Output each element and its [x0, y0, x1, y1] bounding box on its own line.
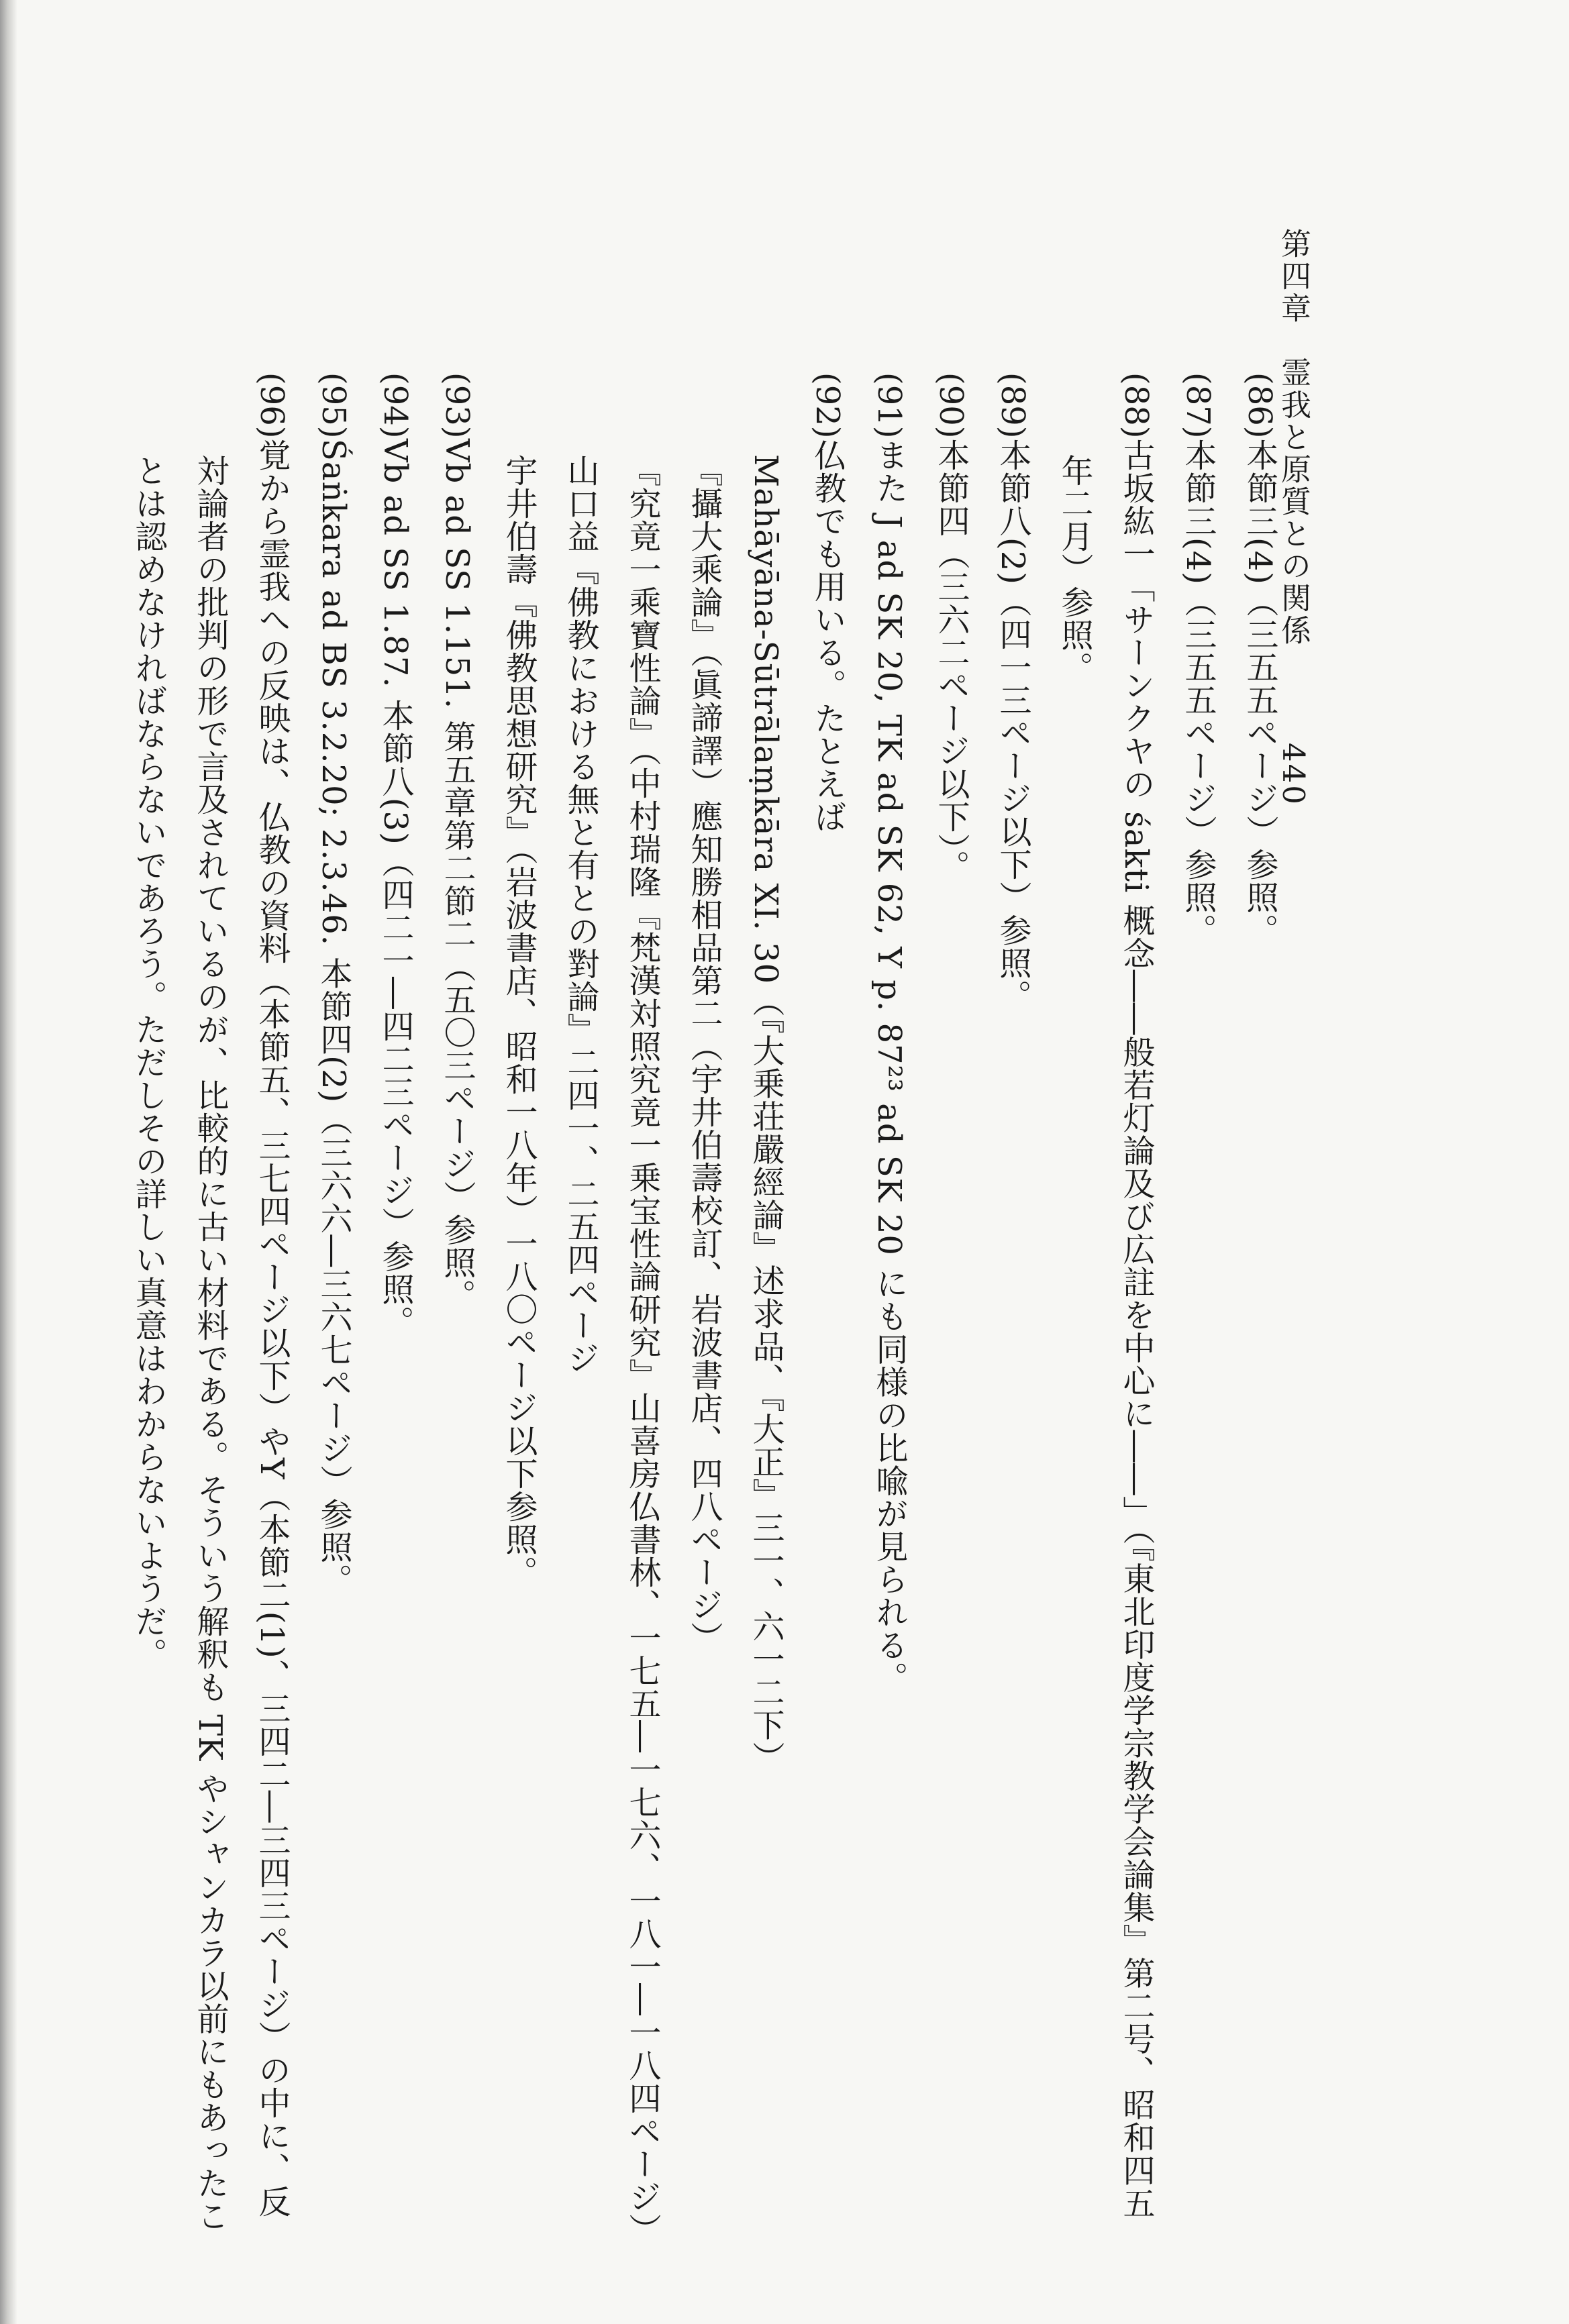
note-93	[426, 372, 488, 2117]
note-text: 本節三(4)（三五五ページ）参照。	[1241, 438, 1278, 947]
note-number: (96)	[253, 372, 291, 439]
note-96-continuation-1: 対論者の批判の形で言及されているのが、比較的に古い材料である。そういう解釈も TK やシャンカラ以前にもあったこ	[191, 454, 229, 2233]
note-94	[364, 372, 426, 2117]
note-number: (87)	[1179, 372, 1217, 439]
note-number: (86)	[1241, 372, 1278, 439]
chapter-title: 第四章 霊我と原質との関係	[1276, 228, 1311, 647]
note-92	[797, 372, 858, 2117]
note-text: 本節八(2)（四一三ページ以下）参照。	[994, 438, 1031, 1012]
note-90	[920, 372, 982, 2117]
note-86	[1229, 372, 1290, 2117]
note-92-reference-sutralamkara: Mahāyāna-Sūtrālaṃkāra XI. 30（『大乗荘嚴經論』述求品、『大正』三一、六一二下）	[747, 454, 784, 1775]
note-text: Vb ad SS 1.151. 第五章第二節二（五〇三ページ）参照。	[438, 438, 476, 1312]
note-92-reference-hoshoron: 『究竟一乘寶性論』（中村瑞隆『梵漢対照究竟一乗宝性論研究』山喜房仏書林、一七五―一七六、一八一―一八四ページ）	[623, 454, 661, 2246]
note-number: (94)	[376, 372, 414, 439]
page-number: 440	[1276, 743, 1311, 807]
note-92-reference-yamaguchi: 山口益『佛教における無と有との對論』二四一、二五四ページ	[562, 454, 599, 1375]
note-87	[1167, 372, 1229, 2117]
endnotes-body	[109, 372, 1290, 2246]
note-text: 仏教でも用いる。たとえば	[809, 438, 846, 833]
scan-edge-shadow	[0, 0, 17, 2324]
note-95	[303, 372, 364, 2117]
note-text: Vb ad SS 1.87. 本節八(3)（四二一―四二三ページ）参照。	[376, 438, 414, 1338]
note-text: Śaṅkara ad BS 3.2.20; 2.3.46. 本節四(2)（三六六―三六七ページ）参照。	[315, 438, 352, 1596]
note-92-reference-ui: 宇井伯壽『佛教思想研究』（岩波書店、昭和一八年）一八〇ページ以下参照。	[500, 454, 538, 1589]
note-number: (88)	[1117, 372, 1155, 439]
note-88-continuation: 年二月）参照。	[1056, 454, 1093, 684]
note-text: 本節四（三六二ページ以下）。	[932, 438, 970, 883]
note-text: 本節三(4)（三五五ページ）参照。	[1179, 438, 1217, 947]
note-number: (93)	[438, 372, 476, 439]
note-88	[1105, 372, 1167, 2220]
note-96-continuation-2: とは認めなければならないであろう。ただしその詳しい真意はわからないようだ。	[130, 454, 167, 1671]
note-96	[241, 372, 303, 2218]
note-text: また J ad SK 20, TK ad SK 62, Y p. 87²³ ad SK 20 にも同様の比喩が見られる。	[870, 438, 908, 1694]
note-text: 覚から霊我への反映は、仏教の資料（本節五、三七四ページ以下）やY（本節二(1)、三四二―三四三ページ）の中に、反	[253, 438, 291, 2218]
note-number: (91)	[870, 372, 908, 439]
note-number: (92)	[809, 372, 846, 439]
note-number: (95)	[315, 372, 352, 439]
note-text: 古坂紘一「サーンクヤの śakti 概念――般若灯論及び広註を中心に――」（『東北印度学宗教学会論集』第二号、昭和四五	[1117, 438, 1155, 2220]
note-number: (90)	[932, 372, 970, 439]
note-91	[858, 372, 920, 2117]
note-number: (89)	[994, 372, 1031, 439]
note-92-reference-shodaijoron: 『攝大乘論』（眞諦譯）應知勝相品第二（宇井伯壽校訂、岩波書店、四八ページ）	[685, 454, 723, 1654]
note-89	[982, 372, 1044, 2117]
